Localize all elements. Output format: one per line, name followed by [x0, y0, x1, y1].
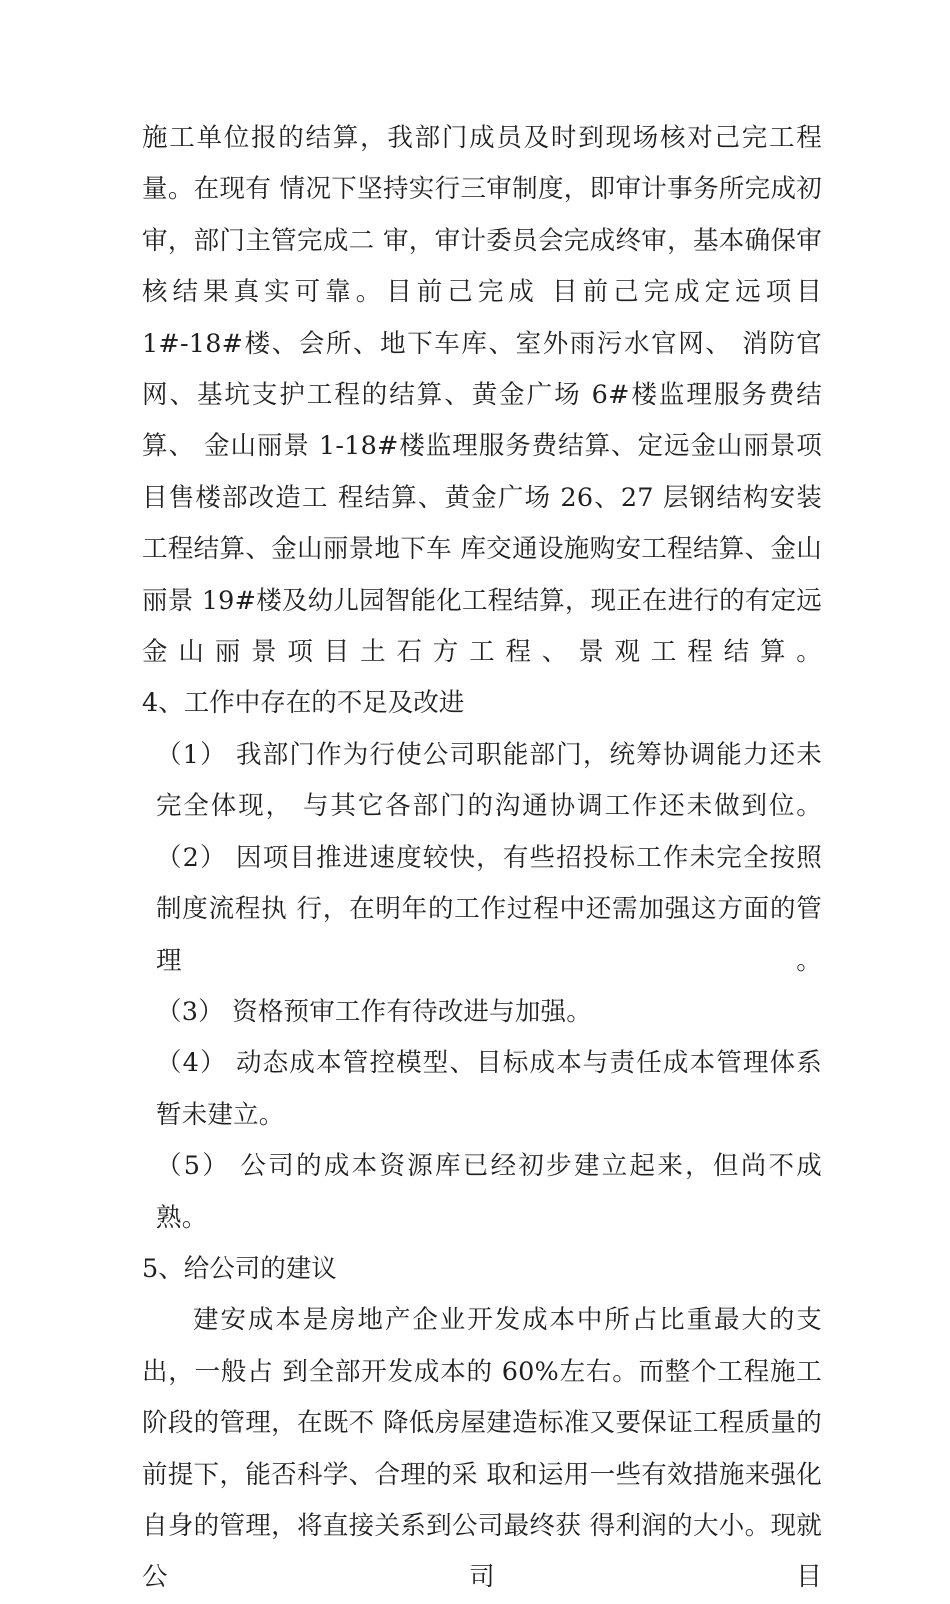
- heading-section-4: 4、工作中存在的不足及改进: [142, 688, 465, 719]
- list-item-1: （1） 我部门作为行使公司职能部门，统筹协调能力还未完全体现， 与其它各部门的沟通协调工作还未做到位。: [156, 739, 822, 822]
- list-item-5: （5） 公司的成本资源库已经初步建立起来，但尚不成熟。: [156, 1151, 822, 1233]
- list-item-2: （2） 因项目推进速度较快，有些招投标工作未完全按照制度流程执 行，在明年的工作过程中还需加强这方面的管理。: [156, 842, 822, 976]
- document-text-column: [142, 113, 822, 1604]
- list-item-3: （3） 资格预审工作有待改进与加强。: [156, 996, 592, 1027]
- paragraph-construction-cost-recommendation: 建安成本是房地产企业开发成本中所占比重最大的支出，一般占 到全部开发成本的 60%左右。而整个工程施工阶段的管理，在既不 降低房屋建造标准又要保证工程质量的前提下，能否科学、合理的采 取和运用一些有效措施来强化自身的管理，将直接关系到公司最终获 得利润的大小。现就公司目: [142, 1305, 822, 1593]
- paragraph-settlement-progress: 施工单位报的结算，我部门成员及时到现场核对己完工程量。在现有 情况下坚持实行三审制度，即审计事务所完成初审，部门主管完成二 审，审计委员会完成终审，基本确保审核结果真实可靠。目前己完成 目前己完成定远项目 1#-18#楼、会所、地下车库、室外雨污水官网、 消防官网、基坑支护工程的结算、黄金广场 6#楼监理服务费结算、 金山丽景 1-18#楼监理服务费结算、定远金山丽景项目售楼部改造工 程结算、黄金广场 26、27 层钢结构安装工程结算、金山丽景地下车 库交通设施购安工程结算、金山丽景 19#楼及幼儿园智能化工程结算，现正在进行的有定远金山丽景项目土石方工程、景观工程结算。: [142, 123, 822, 668]
- list-item-4: （4） 动态成本管控模型、目标成本与责任成本管理体系暂未建立。: [156, 1048, 822, 1130]
- heading-section-5: 5、给公司的建议: [142, 1253, 337, 1284]
